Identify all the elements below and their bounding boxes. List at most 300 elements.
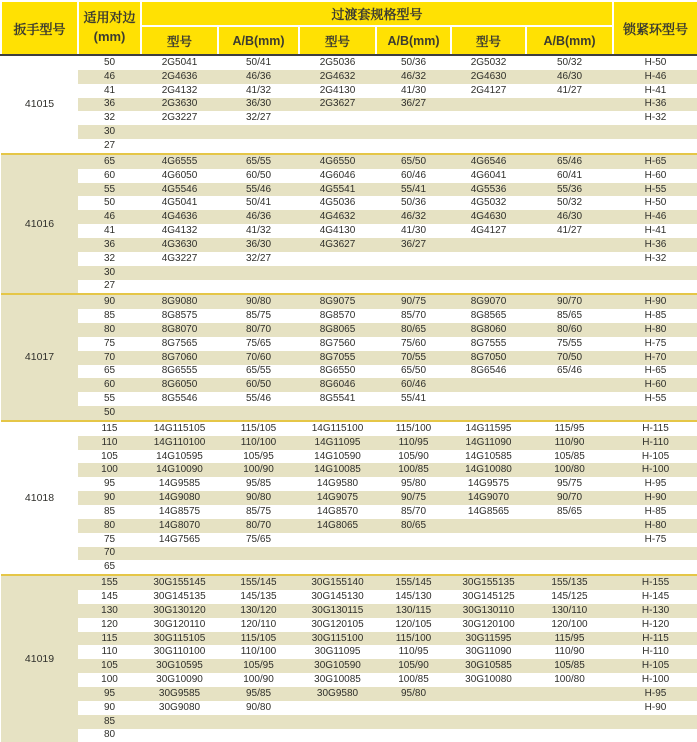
cell-sleeve-model-2: 8G6550 xyxy=(299,365,376,379)
table-row xyxy=(1,659,697,673)
cell-sleeve-model-1: 2G3630 xyxy=(141,98,218,112)
cell-lock-ring: H-65 xyxy=(613,365,697,379)
cell-sleeve-ab-1: 36/30 xyxy=(218,238,299,252)
cell-sleeve-model-3: 4G4127 xyxy=(451,224,526,238)
table-row xyxy=(1,351,697,365)
cell-sleeve-ab-1: 65/55 xyxy=(218,154,299,169)
cell-sleeve-ab-1: 50/41 xyxy=(218,55,299,70)
cell-sleeve-model-1: 30G120110 xyxy=(141,618,218,632)
cell-sleeve-model-1: 4G3630 xyxy=(141,238,218,252)
header-ab-3: A/B(mm) xyxy=(526,26,613,55)
cell-sleeve-model-1: 8G7060 xyxy=(141,351,218,365)
cell-sleeve-ab-2: 155/145 xyxy=(376,575,451,590)
section-41015 xyxy=(1,55,697,154)
cell-sleeve-ab-3: 110/90 xyxy=(526,436,613,450)
cell-lock-ring: H-85 xyxy=(613,309,697,323)
cell-sleeve-model-3 xyxy=(451,519,526,533)
cell-lock-ring: H-55 xyxy=(613,183,697,197)
cell-sleeve-ab-2: 60/46 xyxy=(376,378,451,392)
cell-lock-ring: H-50 xyxy=(613,196,697,210)
cell-flat-width: 80 xyxy=(78,323,141,337)
cell-sleeve-ab-2: 75/60 xyxy=(376,337,451,351)
table-row xyxy=(1,477,697,491)
header-sleeve-group: 过渡套规格型号 xyxy=(141,1,613,26)
cell-sleeve-model-2: 14G9075 xyxy=(299,491,376,505)
table-row xyxy=(1,224,697,238)
cell-sleeve-ab-1 xyxy=(218,139,299,154)
cell-sleeve-ab-2: 80/65 xyxy=(376,519,451,533)
wrench-model-cell: 41019 xyxy=(1,575,78,742)
header-applicable-width xyxy=(78,1,141,55)
cell-sleeve-model-1 xyxy=(141,266,218,280)
cell-sleeve-ab-3 xyxy=(526,111,613,125)
table-row xyxy=(1,337,697,351)
table-row xyxy=(1,266,697,280)
cell-lock-ring: H-100 xyxy=(613,463,697,477)
cell-sleeve-model-1: 14G9585 xyxy=(141,477,218,491)
cell-sleeve-ab-2 xyxy=(376,729,451,742)
cell-sleeve-ab-1: 36/30 xyxy=(218,98,299,112)
cell-sleeve-ab-3 xyxy=(526,729,613,742)
cell-flat-width: 100 xyxy=(78,673,141,687)
cell-sleeve-model-1 xyxy=(141,406,218,421)
cell-sleeve-ab-1: 145/135 xyxy=(218,590,299,604)
cell-sleeve-model-2: 2G4130 xyxy=(299,84,376,98)
header-applicable-width-line2: (mm) xyxy=(79,28,140,47)
cell-sleeve-ab-1: 32/27 xyxy=(218,252,299,266)
cell-lock-ring xyxy=(613,715,697,729)
cell-sleeve-model-1: 8G5546 xyxy=(141,392,218,406)
cell-sleeve-model-3 xyxy=(451,280,526,295)
table-row xyxy=(1,98,697,112)
cell-sleeve-model-1: 14G115105 xyxy=(141,421,218,436)
cell-flat-width: 70 xyxy=(78,547,141,561)
cell-sleeve-ab-2: 105/90 xyxy=(376,659,451,673)
cell-sleeve-model-3 xyxy=(451,392,526,406)
header-model-3: 型号 xyxy=(451,26,526,55)
table-row xyxy=(1,421,697,436)
cell-sleeve-model-1: 14G110100 xyxy=(141,436,218,450)
cell-sleeve-ab-3: 85/65 xyxy=(526,309,613,323)
cell-flat-width: 30 xyxy=(78,125,141,139)
section-41017 xyxy=(1,294,697,421)
table-row xyxy=(1,505,697,519)
cell-flat-width: 120 xyxy=(78,618,141,632)
cell-sleeve-ab-2: 36/27 xyxy=(376,238,451,252)
cell-sleeve-ab-2 xyxy=(376,280,451,295)
cell-sleeve-ab-2: 65/50 xyxy=(376,365,451,379)
cell-sleeve-model-3 xyxy=(451,715,526,729)
cell-sleeve-model-1: 8G8575 xyxy=(141,309,218,323)
cell-sleeve-ab-3: 70/50 xyxy=(526,351,613,365)
table-row xyxy=(1,604,697,618)
cell-lock-ring xyxy=(613,729,697,742)
cell-sleeve-model-2 xyxy=(299,266,376,280)
cell-sleeve-model-3 xyxy=(451,701,526,715)
cell-lock-ring xyxy=(613,139,697,154)
cell-lock-ring xyxy=(613,560,697,575)
cell-sleeve-model-1: 2G4132 xyxy=(141,84,218,98)
cell-sleeve-model-1 xyxy=(141,280,218,295)
cell-flat-width: 60 xyxy=(78,169,141,183)
cell-lock-ring: H-46 xyxy=(613,210,697,224)
cell-sleeve-ab-3: 65/46 xyxy=(526,365,613,379)
cell-sleeve-model-3 xyxy=(451,252,526,266)
cell-flat-width: 115 xyxy=(78,632,141,646)
cell-sleeve-ab-1: 80/70 xyxy=(218,519,299,533)
cell-sleeve-model-1: 14G8575 xyxy=(141,505,218,519)
cell-flat-width: 75 xyxy=(78,533,141,547)
cell-sleeve-ab-3: 65/46 xyxy=(526,154,613,169)
cell-sleeve-ab-2: 110/95 xyxy=(376,645,451,659)
table-row xyxy=(1,365,697,379)
cell-sleeve-ab-3: 46/30 xyxy=(526,210,613,224)
wrench-model-cell: 41018 xyxy=(1,421,78,575)
table-row xyxy=(1,575,697,590)
cell-sleeve-ab-1: 100/90 xyxy=(218,673,299,687)
cell-sleeve-ab-3: 105/85 xyxy=(526,659,613,673)
cell-lock-ring xyxy=(613,125,697,139)
cell-lock-ring: H-145 xyxy=(613,590,697,604)
cell-lock-ring: H-50 xyxy=(613,55,697,70)
cell-sleeve-model-3 xyxy=(451,378,526,392)
cell-sleeve-model-1: 2G4636 xyxy=(141,70,218,84)
cell-sleeve-ab-1: 80/70 xyxy=(218,323,299,337)
cell-sleeve-ab-1: 46/36 xyxy=(218,210,299,224)
cell-flat-width: 30 xyxy=(78,266,141,280)
header-applicable-width-line1: 适用对边 xyxy=(79,9,140,28)
cell-sleeve-model-2: 8G5541 xyxy=(299,392,376,406)
cell-sleeve-ab-2: 95/80 xyxy=(376,687,451,701)
cell-flat-width: 65 xyxy=(78,560,141,575)
cell-flat-width: 50 xyxy=(78,196,141,210)
cell-sleeve-model-3: 4G5536 xyxy=(451,183,526,197)
cell-sleeve-ab-3 xyxy=(526,378,613,392)
cell-sleeve-ab-3: 100/80 xyxy=(526,463,613,477)
cell-sleeve-ab-1: 60/50 xyxy=(218,169,299,183)
cell-sleeve-model-2: 8G9075 xyxy=(299,294,376,309)
cell-sleeve-model-3: 2G4127 xyxy=(451,84,526,98)
table-row xyxy=(1,632,697,646)
cell-sleeve-ab-3: 120/100 xyxy=(526,618,613,632)
cell-flat-width: 80 xyxy=(78,729,141,742)
cell-sleeve-model-1: 8G9080 xyxy=(141,294,218,309)
cell-lock-ring: H-41 xyxy=(613,84,697,98)
cell-sleeve-model-3: 14G11595 xyxy=(451,421,526,436)
cell-lock-ring: H-120 xyxy=(613,618,697,632)
table-row xyxy=(1,154,697,169)
cell-sleeve-ab-1: 90/80 xyxy=(218,701,299,715)
cell-lock-ring: H-32 xyxy=(613,111,697,125)
cell-flat-width: 130 xyxy=(78,604,141,618)
cell-sleeve-ab-2: 46/32 xyxy=(376,70,451,84)
cell-sleeve-model-3: 8G7050 xyxy=(451,351,526,365)
cell-sleeve-model-3 xyxy=(451,560,526,575)
cell-sleeve-model-2 xyxy=(299,715,376,729)
cell-lock-ring: H-90 xyxy=(613,701,697,715)
cell-sleeve-ab-1: 85/75 xyxy=(218,309,299,323)
table-row xyxy=(1,392,697,406)
cell-lock-ring: H-55 xyxy=(613,392,697,406)
cell-sleeve-model-2: 2G3627 xyxy=(299,98,376,112)
cell-sleeve-ab-2: 115/100 xyxy=(376,421,451,436)
cell-sleeve-model-2 xyxy=(299,111,376,125)
cell-lock-ring: H-130 xyxy=(613,604,697,618)
cell-sleeve-model-2: 30G130115 xyxy=(299,604,376,618)
cell-sleeve-ab-3: 100/80 xyxy=(526,673,613,687)
header-group-row xyxy=(1,1,697,26)
cell-lock-ring: H-70 xyxy=(613,351,697,365)
cell-sleeve-ab-2: 55/41 xyxy=(376,392,451,406)
cell-sleeve-model-3 xyxy=(451,98,526,112)
cell-sleeve-ab-1 xyxy=(218,266,299,280)
cell-sleeve-ab-1: 95/85 xyxy=(218,477,299,491)
cell-sleeve-model-2: 8G8065 xyxy=(299,323,376,337)
cell-sleeve-model-3: 30G10080 xyxy=(451,673,526,687)
cell-lock-ring: H-95 xyxy=(613,687,697,701)
cell-sleeve-model-2: 4G4130 xyxy=(299,224,376,238)
cell-sleeve-model-2: 14G8065 xyxy=(299,519,376,533)
cell-sleeve-model-3: 2G4630 xyxy=(451,70,526,84)
table-header xyxy=(1,1,697,55)
cell-sleeve-ab-1: 130/120 xyxy=(218,604,299,618)
wrench-model-cell: 41016 xyxy=(1,154,78,294)
cell-flat-width: 41 xyxy=(78,224,141,238)
cell-sleeve-model-2: 30G11095 xyxy=(299,645,376,659)
cell-sleeve-model-1: 30G145135 xyxy=(141,590,218,604)
cell-sleeve-model-1: 8G6050 xyxy=(141,378,218,392)
cell-sleeve-model-1: 14G9080 xyxy=(141,491,218,505)
cell-sleeve-ab-2: 95/80 xyxy=(376,477,451,491)
cell-sleeve-model-3: 14G10585 xyxy=(451,450,526,464)
cell-sleeve-model-2 xyxy=(299,252,376,266)
cell-sleeve-model-1: 14G10595 xyxy=(141,450,218,464)
cell-flat-width: 90 xyxy=(78,701,141,715)
cell-sleeve-ab-2: 130/115 xyxy=(376,604,451,618)
cell-sleeve-ab-1: 155/145 xyxy=(218,575,299,590)
cell-sleeve-model-2: 4G6550 xyxy=(299,154,376,169)
cell-sleeve-ab-1 xyxy=(218,406,299,421)
cell-sleeve-model-2: 2G5036 xyxy=(299,55,376,70)
cell-sleeve-ab-1 xyxy=(218,729,299,742)
cell-flat-width: 75 xyxy=(78,337,141,351)
cell-sleeve-ab-1: 95/85 xyxy=(218,687,299,701)
table-row xyxy=(1,645,697,659)
cell-sleeve-model-2: 4G4632 xyxy=(299,210,376,224)
cell-sleeve-ab-1: 41/32 xyxy=(218,84,299,98)
cell-flat-width: 41 xyxy=(78,84,141,98)
cell-sleeve-ab-1 xyxy=(218,125,299,139)
table-row xyxy=(1,55,697,70)
cell-sleeve-model-2 xyxy=(299,280,376,295)
cell-flat-width: 80 xyxy=(78,519,141,533)
cell-sleeve-model-1: 4G5041 xyxy=(141,196,218,210)
cell-sleeve-ab-1: 90/80 xyxy=(218,491,299,505)
cell-sleeve-model-3 xyxy=(451,111,526,125)
cell-sleeve-model-1: 30G110100 xyxy=(141,645,218,659)
cell-sleeve-model-2: 4G5036 xyxy=(299,196,376,210)
cell-sleeve-ab-2: 70/55 xyxy=(376,351,451,365)
cell-sleeve-model-3 xyxy=(451,547,526,561)
cell-sleeve-model-2 xyxy=(299,533,376,547)
cell-sleeve-model-1: 4G5546 xyxy=(141,183,218,197)
cell-sleeve-model-1: 14G7565 xyxy=(141,533,218,547)
cell-lock-ring: H-60 xyxy=(613,169,697,183)
cell-sleeve-ab-1: 75/65 xyxy=(218,337,299,351)
cell-flat-width: 110 xyxy=(78,645,141,659)
cell-sleeve-ab-2: 50/36 xyxy=(376,196,451,210)
cell-sleeve-model-3: 4G4630 xyxy=(451,210,526,224)
cell-flat-width: 27 xyxy=(78,280,141,295)
cell-lock-ring xyxy=(613,266,697,280)
cell-flat-width: 85 xyxy=(78,715,141,729)
cell-lock-ring: H-90 xyxy=(613,294,697,309)
header-wrench-model: 扳手型号 xyxy=(1,1,78,55)
cell-sleeve-ab-2 xyxy=(376,533,451,547)
cell-sleeve-ab-3 xyxy=(526,392,613,406)
section-41016 xyxy=(1,154,697,294)
cell-sleeve-model-1 xyxy=(141,729,218,742)
cell-flat-width: 85 xyxy=(78,309,141,323)
cell-lock-ring: H-155 xyxy=(613,575,697,590)
cell-sleeve-ab-3 xyxy=(526,252,613,266)
cell-sleeve-model-3 xyxy=(451,139,526,154)
cell-lock-ring: H-36 xyxy=(613,98,697,112)
cell-sleeve-ab-2 xyxy=(376,139,451,154)
cell-flat-width: 85 xyxy=(78,505,141,519)
cell-sleeve-model-1 xyxy=(141,125,218,139)
header-ab-2: A/B(mm) xyxy=(376,26,451,55)
cell-sleeve-ab-1: 105/95 xyxy=(218,450,299,464)
cell-sleeve-ab-2: 36/27 xyxy=(376,98,451,112)
cell-sleeve-ab-3: 90/70 xyxy=(526,491,613,505)
table-row xyxy=(1,139,697,154)
cell-flat-width: 60 xyxy=(78,378,141,392)
table-row xyxy=(1,323,697,337)
cell-sleeve-model-3 xyxy=(451,687,526,701)
cell-sleeve-ab-2: 85/70 xyxy=(376,505,451,519)
cell-sleeve-ab-3 xyxy=(526,280,613,295)
table-row xyxy=(1,533,697,547)
table-row xyxy=(1,196,697,210)
cell-sleeve-ab-3 xyxy=(526,98,613,112)
table-row xyxy=(1,618,697,632)
cell-sleeve-model-2: 14G9580 xyxy=(299,477,376,491)
header-ab-1: A/B(mm) xyxy=(218,26,299,55)
table-row xyxy=(1,210,697,224)
cell-sleeve-ab-1 xyxy=(218,715,299,729)
cell-sleeve-model-2: 8G8570 xyxy=(299,309,376,323)
cell-sleeve-model-3: 14G9070 xyxy=(451,491,526,505)
cell-sleeve-model-3 xyxy=(451,533,526,547)
header-model-1: 型号 xyxy=(141,26,218,55)
cell-sleeve-ab-2: 46/32 xyxy=(376,210,451,224)
cell-sleeve-model-3: 14G8565 xyxy=(451,505,526,519)
cell-sleeve-model-2: 30G115100 xyxy=(299,632,376,646)
cell-flat-width: 36 xyxy=(78,98,141,112)
cell-sleeve-ab-1: 115/105 xyxy=(218,421,299,436)
cell-sleeve-ab-3: 115/95 xyxy=(526,421,613,436)
cell-lock-ring: H-100 xyxy=(613,673,697,687)
cell-sleeve-model-3: 30G145125 xyxy=(451,590,526,604)
cell-sleeve-ab-2: 55/41 xyxy=(376,183,451,197)
cell-lock-ring: H-105 xyxy=(613,450,697,464)
cell-sleeve-ab-3 xyxy=(526,406,613,421)
cell-lock-ring: H-75 xyxy=(613,337,697,351)
cell-sleeve-ab-3: 155/135 xyxy=(526,575,613,590)
cell-sleeve-ab-3: 115/95 xyxy=(526,632,613,646)
cell-sleeve-model-3 xyxy=(451,125,526,139)
cell-sleeve-model-3: 4G6546 xyxy=(451,154,526,169)
cell-flat-width: 90 xyxy=(78,491,141,505)
cell-flat-width: 32 xyxy=(78,111,141,125)
cell-sleeve-model-3: 30G120100 xyxy=(451,618,526,632)
cell-sleeve-ab-2: 90/75 xyxy=(376,294,451,309)
cell-flat-width: 90 xyxy=(78,294,141,309)
cell-flat-width: 95 xyxy=(78,687,141,701)
cell-sleeve-ab-3 xyxy=(526,547,613,561)
table-row xyxy=(1,463,697,477)
cell-flat-width: 105 xyxy=(78,659,141,673)
cell-lock-ring: H-115 xyxy=(613,632,697,646)
cell-sleeve-ab-3 xyxy=(526,238,613,252)
cell-flat-width: 46 xyxy=(78,210,141,224)
cell-sleeve-model-1: 30G10090 xyxy=(141,673,218,687)
table-row xyxy=(1,519,697,533)
cell-sleeve-ab-1: 55/46 xyxy=(218,183,299,197)
cell-sleeve-model-2 xyxy=(299,139,376,154)
cell-sleeve-ab-2: 120/105 xyxy=(376,618,451,632)
cell-sleeve-ab-3 xyxy=(526,266,613,280)
section-41018 xyxy=(1,421,697,575)
cell-sleeve-model-1: 30G130120 xyxy=(141,604,218,618)
cell-sleeve-ab-3 xyxy=(526,519,613,533)
table-row xyxy=(1,280,697,295)
cell-sleeve-ab-1: 85/75 xyxy=(218,505,299,519)
cell-sleeve-model-3: 8G6546 xyxy=(451,365,526,379)
cell-sleeve-model-1: 14G10090 xyxy=(141,463,218,477)
table-row xyxy=(1,294,697,309)
cell-sleeve-model-3: 14G10080 xyxy=(451,463,526,477)
cell-sleeve-ab-2 xyxy=(376,406,451,421)
cell-sleeve-ab-3: 80/60 xyxy=(526,323,613,337)
cell-sleeve-ab-3: 110/90 xyxy=(526,645,613,659)
cell-lock-ring: H-110 xyxy=(613,645,697,659)
cell-sleeve-ab-1: 32/27 xyxy=(218,111,299,125)
cell-sleeve-model-2: 30G155140 xyxy=(299,575,376,590)
cell-flat-width: 145 xyxy=(78,590,141,604)
cell-sleeve-ab-2 xyxy=(376,125,451,139)
cell-sleeve-model-3: 14G11090 xyxy=(451,436,526,450)
cell-sleeve-model-2 xyxy=(299,701,376,715)
cell-flat-width: 55 xyxy=(78,392,141,406)
cell-flat-width: 100 xyxy=(78,463,141,477)
table-row xyxy=(1,183,697,197)
cell-sleeve-ab-2 xyxy=(376,111,451,125)
table-row xyxy=(1,590,697,604)
cell-sleeve-ab-2 xyxy=(376,252,451,266)
cell-flat-width: 155 xyxy=(78,575,141,590)
cell-sleeve-model-2: 8G6046 xyxy=(299,378,376,392)
cell-sleeve-ab-2 xyxy=(376,701,451,715)
cell-sleeve-ab-1: 120/110 xyxy=(218,618,299,632)
cell-sleeve-model-1: 30G9080 xyxy=(141,701,218,715)
cell-sleeve-model-2: 14G11095 xyxy=(299,436,376,450)
table-row xyxy=(1,729,697,742)
table-row xyxy=(1,560,697,575)
cell-sleeve-ab-1: 60/50 xyxy=(218,378,299,392)
cell-sleeve-model-3: 8G9070 xyxy=(451,294,526,309)
